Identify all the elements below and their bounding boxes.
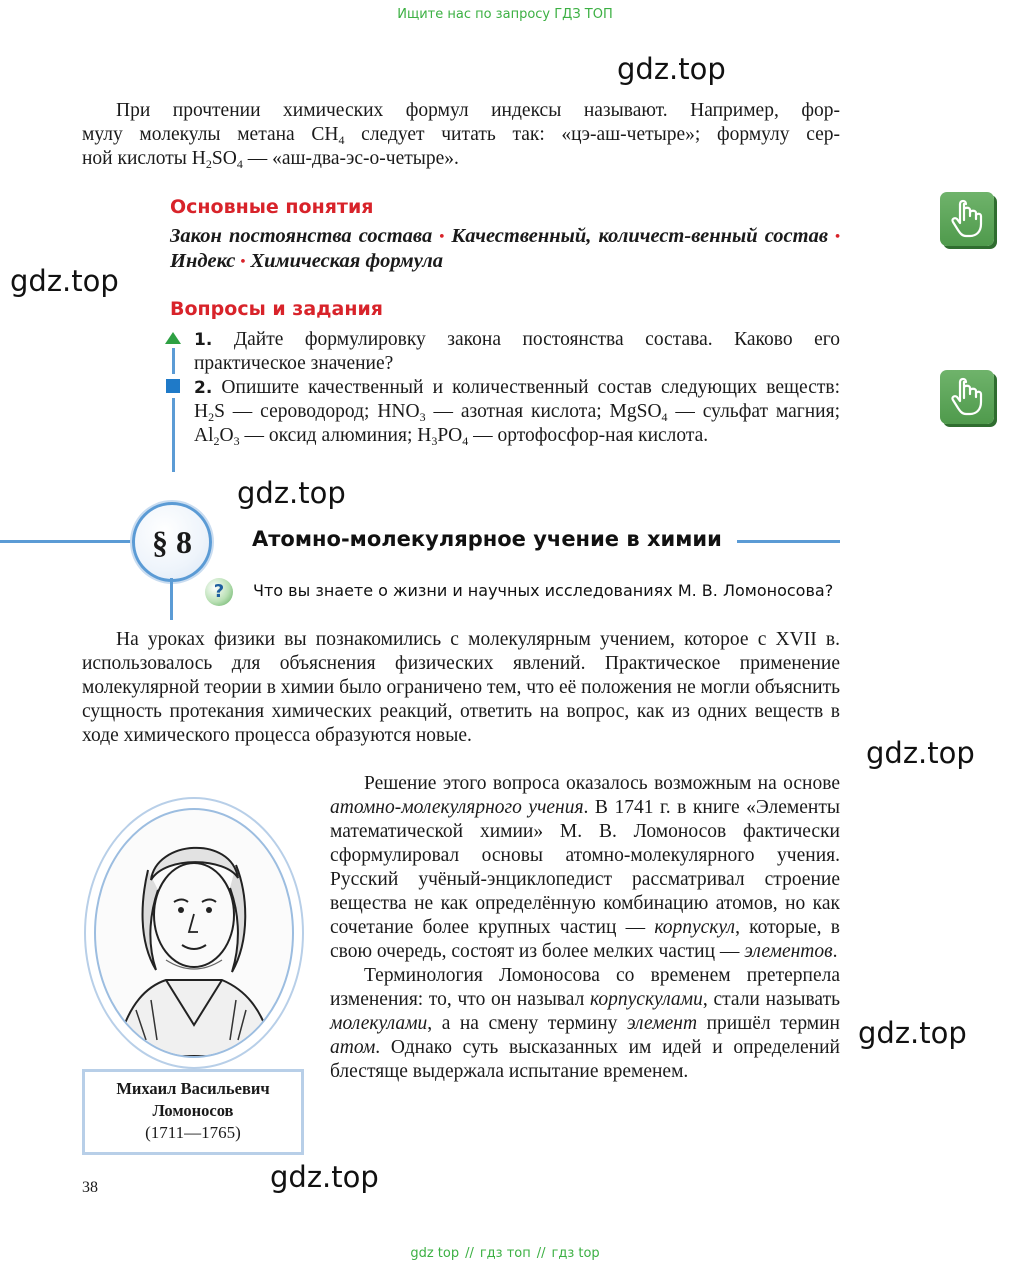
square-marker-icon: [166, 379, 180, 393]
concept-item: Качественный, количест-венный состав: [451, 225, 828, 247]
caption-years: (1711—1765): [145, 1123, 241, 1142]
watermark: gdz.top: [237, 476, 346, 510]
question-line: [172, 348, 175, 374]
separator: //: [536, 1246, 546, 1261]
hand-pointer-icon[interactable]: [940, 370, 994, 424]
bottom-banner-link[interactable]: гдз top: [551, 1246, 600, 1261]
watermark: gdz.top: [617, 52, 726, 86]
body-paragraph-2: Решение этого вопроса оказалось возможным на основе атомно-молекулярного учения. В 1741 г. в книге «Элементы математической химии» М. В. Ломоносов фактически сформулировал основы атомно-молекулярного учения. Русский учёный-энциклопедист рассматривал строение вещества не как определённую комбинацию атомов, но как сочетание более крупных частиц — корпускул, которые, в свою очередь, состоят из более мелких частиц — элементов.: [330, 773, 840, 962]
caption-name-line-2: Ломоносов: [152, 1101, 234, 1120]
watermark: gdz.top: [10, 264, 119, 298]
section-question: Что вы знаете о жизни и научных исследованиях М. В. Ломоносова?: [253, 581, 834, 600]
watermark: gdz.top: [858, 1016, 967, 1050]
portrait-caption: [82, 1069, 304, 1155]
body-paragraph-1: На уроках физики вы познакомились с молекулярным учением, которое с XVII в. использовалось для объяснения физических явлений. Практическое применение молекулярной теории в химии было ограничено тем, что её положения не могли объяснить сущность протекания химических реакций, ответить на вопрос, как из одних веществ в ходе химического процесса образуются новые.: [82, 629, 840, 746]
question-line: [172, 398, 175, 472]
intro-line-2: мулу молекулы метана $CH_4$ следует читать так: «цэ-аш-четыре»; формулу сер-: [82, 124, 841, 147]
portrait-image: [94, 808, 294, 1058]
bottom-banner-link[interactable]: гдз топ: [479, 1246, 531, 1261]
bullet-dot: •: [835, 229, 841, 245]
concepts-list: [170, 224, 840, 275]
hand-pointer-icon[interactable]: [940, 192, 994, 246]
bullet-dot: •: [439, 229, 445, 245]
top-banner[interactable]: Ищите нас по запросу ГДЗ ТОП: [397, 7, 613, 22]
separator: //: [465, 1246, 474, 1261]
concept-item: Закон постоянства состава: [170, 225, 433, 247]
section-number: § 8: [132, 502, 212, 582]
question-badge-icon: ?: [205, 578, 233, 606]
concept-item: Химическая формула: [250, 250, 444, 273]
watermark: gdz.top: [270, 1160, 379, 1194]
concept-item: Индекс: [170, 250, 236, 273]
section-rule: [737, 540, 840, 543]
caption-name-line-1: Михаил Васильевич: [116, 1079, 270, 1098]
intro-line-3: ной кислоты $H_2SO_4$ — «аш-два-эс-о-четыре».: [82, 148, 459, 171]
watermark: gdz.top: [866, 736, 975, 770]
concepts-heading: Основные понятия: [170, 196, 374, 218]
intro-paragraph: [82, 99, 840, 171]
question-2: 2. Опишите качественный и количественный состав следующих веществ: $H_2S$ — сероводород; $HNO_3$ — азотная кислота; MgSO$_4$ — сульфат магния; $Al_2O_3$ — оксид алюминия; $H_3PO_4$ — ортофосфор-ная кислота.: [194, 377, 841, 448]
questions-heading: Вопросы и задания: [170, 298, 383, 320]
body-paragraph-3: Терминология Ломоносова со временем претерпела изменения: то, что он называл корпускулами, стали называть молекулами, а на смену термину элемент пришёл термин атом. Однако суть высказанных им идей и определений блестяще выдержала испытание временем.: [330, 965, 840, 1082]
section-vertical-rule: [170, 578, 173, 620]
page-number: 38: [82, 1179, 98, 1196]
triangle-marker-icon: [164, 331, 182, 345]
body-column: [330, 772, 840, 1084]
question-1: 1. Дайте формулировку закона постоянства состава. Каково его практическое значение?: [194, 329, 841, 374]
bottom-banner-link[interactable]: gdz top: [410, 1246, 460, 1261]
bullet-dot: •: [240, 254, 246, 270]
bottom-banner[interactable]: [0, 1246, 1010, 1261]
section-rule: [0, 540, 140, 543]
intro-line-1: При прочтении химических формул индексы называют. Например, фор-: [116, 100, 840, 121]
section-title: Атомно-молекулярное учение в химии: [252, 527, 722, 551]
